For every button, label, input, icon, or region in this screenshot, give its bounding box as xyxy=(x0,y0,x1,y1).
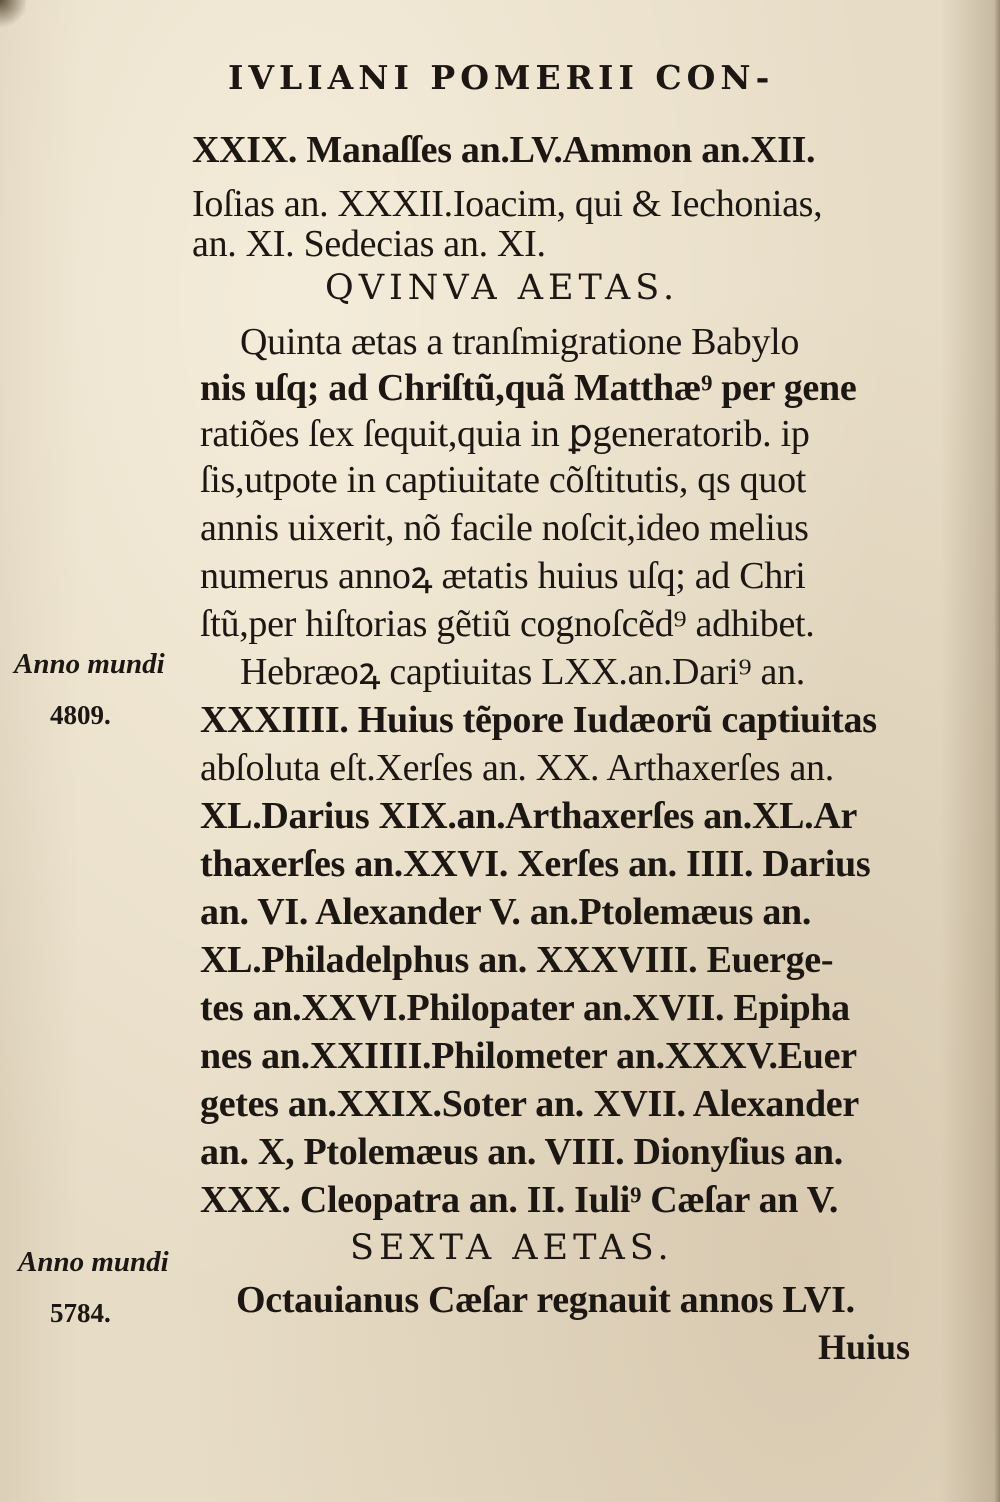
text-line: an. XI. Sedecias an. XI. xyxy=(192,223,546,265)
catchword: Huius xyxy=(818,1327,911,1367)
text-line: abſoluta eſt.Xerſes an. XX. Arthaxerſes an. xyxy=(200,747,834,789)
text-line: tes an.XXVI.Philopater an.XVII. Epipha xyxy=(200,987,850,1029)
text-line: getes an.XXIX.Soter an. XVII. Alexander xyxy=(200,1083,859,1125)
margin-note-label: Anno mundi xyxy=(14,648,165,680)
corner-stain xyxy=(0,0,26,30)
text-line: nes an.XXIIII.Philometer an.XXXV.Euer xyxy=(200,1035,857,1077)
text-line: ſtũ,per hiſtorias gẽtiũ cognoſcẽd⁹ adhibet. xyxy=(200,603,815,645)
text-line: XXXIIII. Huius tẽpore Iudæorũ captiuitas xyxy=(200,699,877,741)
margin-note-year: 5784. xyxy=(50,1298,111,1328)
text-line: Octauianus Cæſar regnauit annos LVI. xyxy=(236,1279,855,1321)
text-line: ratiões ſex ſequit,quia in ꝑgeneratorib. ip xyxy=(200,413,810,455)
text-line: XL.Philadelphus an. XXXVIII. Euerge- xyxy=(200,939,834,981)
text-line: XXX. Cleopatra an. II. Iuli⁹ Cæſar an V. xyxy=(200,1179,839,1221)
margin-note-label: Anno mundi xyxy=(18,1246,169,1278)
text-line: nis uſq; ad Chriſtũ,quã Matthæ⁹ per gene xyxy=(200,367,857,409)
text-line: Ioſias an. XXXII.Ioacim, qui & Iechonias, xyxy=(192,183,823,225)
text-line: annis uixerit, nõ facile noſcit,ideo melius xyxy=(200,507,809,549)
section-heading-fifth-age: QVINVA AETAS. xyxy=(325,268,680,308)
text-line: XXIX. Manaſſes an.LV.Ammon an.XII. xyxy=(192,129,816,171)
section-heading-sixth-age: SEXTA AETAS. xyxy=(350,1228,674,1268)
page-edge-shadow xyxy=(994,0,1000,1502)
text-line: an. X, Ptolemæus an. VIII. Dionyſius an. xyxy=(200,1131,843,1173)
text-line: XL.Darius XIX.an.Arthaxerſes an.XL.Ar xyxy=(200,795,858,837)
text-line: numerus annoꝝ ætatis huius uſq; ad Chri xyxy=(200,555,806,597)
text-line: thaxerſes an.XXVI. Xerſes an. IIII. Darius xyxy=(200,843,871,885)
running-head: IVLIANI POMERII CON- xyxy=(228,58,775,97)
text-line: Hebræoꝝ captiuitas LXX.an.Dari⁹ an. xyxy=(240,651,805,693)
text-line: Quinta ætas a tranſmigratione Babylo xyxy=(240,321,800,363)
text-line: ſis,utpote in captiuitate cõſtitutis, qs quot xyxy=(200,459,807,501)
margin-note-year: 4809. xyxy=(50,700,111,730)
text-line: an. VI. Alexander V. an.Ptolemæus an. xyxy=(200,891,812,933)
